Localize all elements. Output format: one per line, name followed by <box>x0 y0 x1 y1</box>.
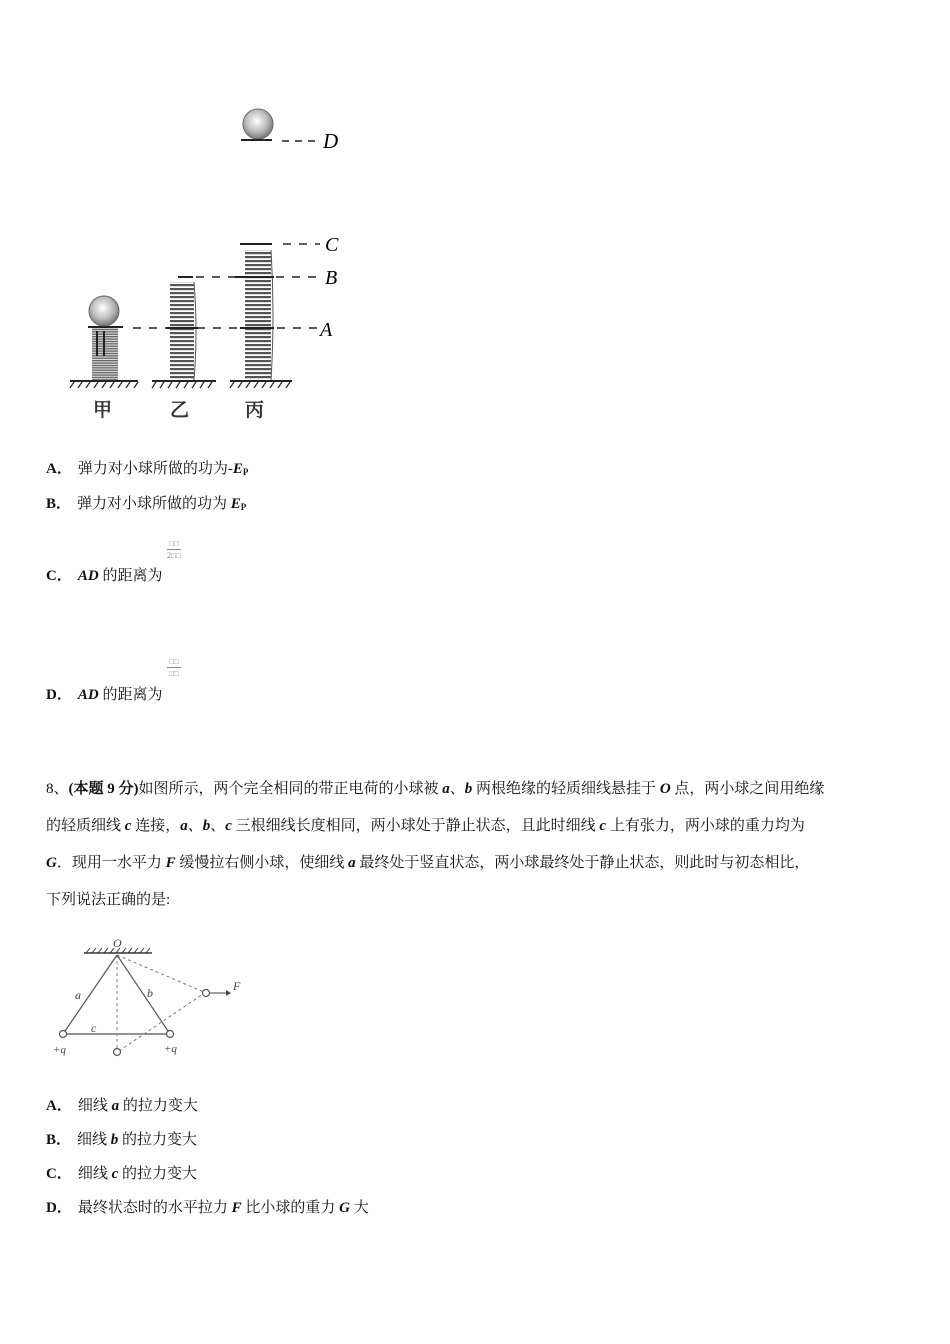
math-var: c <box>111 1166 119 1182</box>
text-run: 比小球的重力 <box>241 1200 340 1216</box>
label-f: F <box>233 979 241 993</box>
math-var: F <box>165 855 176 871</box>
q7-option-d[interactable]: D． AD 的距离为 <box>46 687 163 703</box>
q7-option-a[interactable]: A． 弹力对小球所做的功为$-E_P$ <box>46 461 249 477</box>
label-a-line: a <box>75 988 81 1002</box>
math-var: b <box>202 818 211 834</box>
text-run: 的拉力变大 <box>118 1132 198 1148</box>
text-run: 两根绝缘的轻质细线悬挂于 <box>472 781 660 797</box>
q8-option-c[interactable] <box>46 1164 197 1184</box>
math-var: F <box>231 1200 242 1216</box>
text-run: 大 <box>349 1200 369 1216</box>
text-run: 缓慢拉右侧小球，使细线 <box>175 855 349 871</box>
q7-option-d-fraction: □□ □□ <box>169 657 179 678</box>
q7-option-b[interactable]: B． 弹力对小球所做的功为 $E_P$ <box>46 496 247 512</box>
q8-option-a[interactable] <box>46 1096 198 1116</box>
label-c-line: c <box>91 1021 97 1035</box>
score-note: (本题 9 分) <box>68 781 139 797</box>
spring-jia <box>88 296 123 380</box>
ball-left <box>60 1031 67 1038</box>
label-b-line: b <box>147 986 153 1000</box>
text-run: 的拉力变大 <box>119 1098 198 1114</box>
text-run: 8、 <box>46 781 69 797</box>
text-run: 点，两小球之间用绝缘 <box>670 781 825 797</box>
text-run: 细线 <box>77 1098 112 1114</box>
text-run: 的拉力变大 <box>118 1166 198 1182</box>
text-run: 细线 <box>77 1166 112 1182</box>
math-var: a <box>348 855 356 871</box>
option-label: D． <box>46 1200 72 1216</box>
math-var: c <box>599 818 607 834</box>
q8-line-2 <box>46 816 916 836</box>
math-var: c <box>225 818 232 834</box>
math-var: b <box>464 781 473 797</box>
math-var: b <box>110 1132 119 1148</box>
ball-d <box>241 109 273 140</box>
text-run: 连接， <box>131 818 181 834</box>
label-o: O <box>113 936 122 950</box>
q8-line-3 <box>46 853 916 873</box>
option-label: A． <box>46 1098 72 1114</box>
text-run: 、 <box>187 818 203 834</box>
ball-final-right <box>203 990 210 997</box>
ball-right <box>167 1031 174 1038</box>
caption-jia: 甲 <box>93 400 113 421</box>
label-b: B <box>325 267 338 289</box>
text-run: 下列说法正确的是: <box>46 892 171 908</box>
math-var: a <box>442 781 450 797</box>
text-run: ．现用一水平力 <box>56 855 166 871</box>
q8-option-d[interactable] <box>46 1198 369 1218</box>
spring-figure <box>60 100 360 430</box>
option-label: C． <box>46 1166 72 1182</box>
text-run: 最终状态时的水平拉力 <box>77 1200 232 1216</box>
text-run: 上有张力，两小球的重力均为 <box>606 818 805 834</box>
q7-option-c[interactable]: C． AD 的距离为 <box>46 568 163 584</box>
math-var: c <box>124 818 132 834</box>
q8-line-4 <box>46 890 916 910</box>
label-d: D <box>323 129 339 153</box>
pendulum-figure <box>40 930 260 1065</box>
text-run: 的轻质细线 <box>46 818 125 834</box>
math-var: a <box>180 818 188 834</box>
caption-yi: 乙 <box>170 400 190 421</box>
q7-option-c-fraction: □□ 2□□ <box>167 539 181 560</box>
text-run: 、 <box>449 781 465 797</box>
math-var: a <box>111 1098 120 1114</box>
label-c: C <box>325 234 339 256</box>
label-a: A <box>320 319 333 341</box>
label-q-left: +q <box>53 1044 66 1056</box>
text-run: 、 <box>210 818 226 834</box>
text-run: 细线 <box>77 1132 111 1148</box>
q8-line-1 <box>46 779 916 799</box>
text-run: 最终处于竖直状态，两小球最终处于静止状态，则此时与初态相比， <box>355 855 810 871</box>
math-var: G <box>339 1200 350 1216</box>
math-var: G <box>46 855 57 871</box>
text-run: 如图所示，两个完全相同的带正电荷的小球被 <box>138 781 443 797</box>
q8-option-b[interactable] <box>46 1130 197 1150</box>
spring-bing <box>240 244 273 380</box>
math-var: O <box>659 781 671 797</box>
ball-final-left <box>114 1049 121 1056</box>
label-q-right: +q <box>164 1043 177 1055</box>
option-label: B． <box>46 1132 72 1148</box>
text-run: 三根细线长度相同，两小球处于静止状态，且此时细线 <box>231 818 600 834</box>
caption-bing: 丙 <box>245 400 265 421</box>
